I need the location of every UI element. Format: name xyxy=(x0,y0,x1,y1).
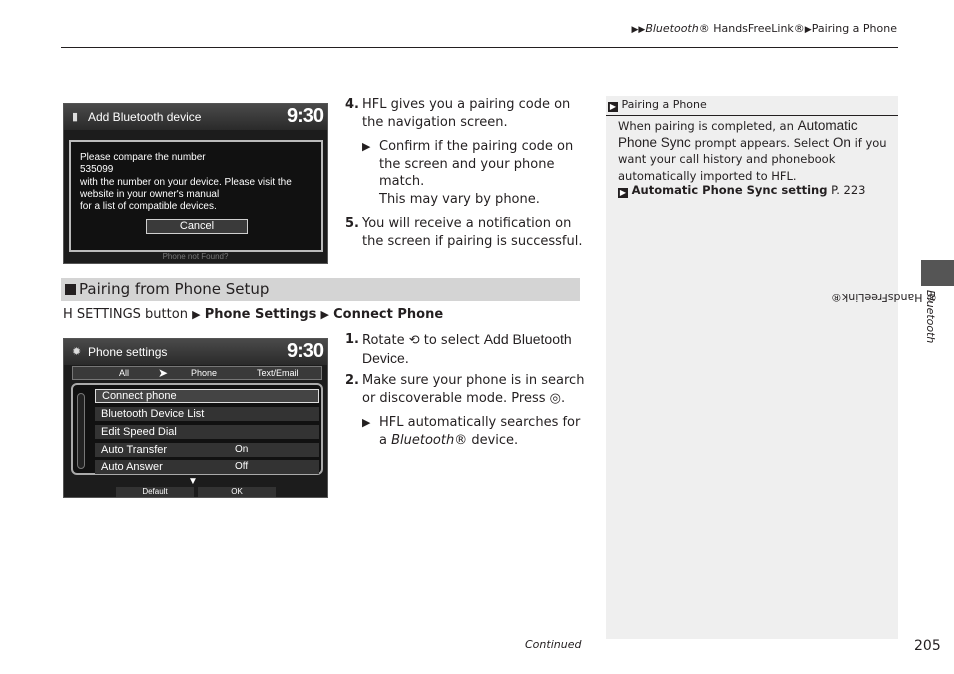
step-text: Make sure your phone is in search or discoverable mode. Press xyxy=(362,373,585,406)
breadcrumb-sep: ▶ xyxy=(804,25,812,35)
page-number: 205 xyxy=(914,638,941,654)
note-highlight: On xyxy=(832,134,851,150)
chapter-thumb-tab xyxy=(921,260,954,286)
chapter-vertical-label xyxy=(830,290,939,460)
step-4-substep xyxy=(362,138,577,208)
step-punct: . xyxy=(561,390,566,406)
rotate-knob-icon: ⟲ xyxy=(408,333,420,348)
substep-text: HFL automatically searches for a xyxy=(379,415,581,448)
screen-tabs xyxy=(72,366,322,380)
substep-note: This may vary by phone. xyxy=(379,191,540,207)
tab-phone: Phone xyxy=(191,368,218,378)
section-square-icon xyxy=(65,284,76,295)
breadcrumb-current: Pairing a Phone xyxy=(811,22,897,35)
substep-arrow: ▶ xyxy=(362,140,371,153)
tab-arrow-icon: ➤ xyxy=(158,366,169,380)
phone-icon: ▮ xyxy=(72,111,79,123)
dialog-line: Please compare the number xyxy=(80,152,206,163)
list-item-value: Off xyxy=(235,461,249,472)
step-text: HFL gives you a pairing code on the navigation screen. xyxy=(362,97,571,130)
reference-arrow-icon: ▶ xyxy=(619,188,627,197)
step-5 xyxy=(345,215,585,250)
home-icon: H xyxy=(63,307,73,322)
step-1 xyxy=(345,331,585,368)
list-item-label: Connect phone xyxy=(102,390,177,402)
cancel-button: Cancel xyxy=(146,219,248,234)
path-mid: Phone Settings xyxy=(204,307,317,322)
breadcrumb-bluetooth: Bluetooth xyxy=(645,22,699,35)
sidebar-heading-text: Pairing a Phone xyxy=(621,98,707,111)
dialog-line: for a list of compatible devices. xyxy=(80,201,217,212)
gear-icon: ✹ xyxy=(72,346,82,358)
list-item-connect-phone xyxy=(95,389,319,403)
step-2 xyxy=(345,372,585,407)
continued-label: Continued xyxy=(525,638,582,651)
breadcrumb xyxy=(631,22,897,35)
thumb-bluetooth: Bluetooth xyxy=(924,290,937,344)
list-item xyxy=(95,407,319,421)
dialog-line: 535099 xyxy=(80,164,114,175)
section-heading xyxy=(61,278,580,301)
phone-not-found: Phone not Found? xyxy=(162,252,229,261)
dialog-line: website in your owner's manual xyxy=(80,189,220,200)
sidebar-note-text xyxy=(618,118,894,184)
note-text: When pairing is completed, an xyxy=(618,119,794,133)
dialog-line: with the number on your device. Please visit the xyxy=(80,177,292,188)
list-item-label: Bluetooth Device List xyxy=(101,408,205,420)
chevron-down-icon: ▼ xyxy=(188,476,198,487)
substep-text: ® device. xyxy=(454,432,519,448)
tab-text-email: Text/Email xyxy=(257,368,299,378)
substep-arrow: ▶ xyxy=(362,416,371,429)
step-number: 1. xyxy=(345,332,359,347)
path-end: Connect Phone xyxy=(333,307,444,322)
screen-title: Phone settings xyxy=(88,345,168,359)
step-number: 2. xyxy=(345,373,359,388)
path-start: SETTINGS button xyxy=(76,307,188,322)
step-punct: . xyxy=(404,351,409,367)
list-item-label: Auto Answer xyxy=(101,461,163,473)
step-4 xyxy=(345,96,585,131)
phone-settings-screen-image xyxy=(63,338,328,498)
default-button: Default xyxy=(116,487,194,497)
step-target: Add Bluetooth Device xyxy=(362,331,572,366)
note-highlight: Automatic Phone Sync xyxy=(618,118,858,150)
list-item-value: On xyxy=(235,444,249,455)
substep-text: Confirm if the pairing code on the screen and your phone match. xyxy=(379,139,574,189)
screen-clock: 9:30 xyxy=(286,340,323,362)
menu-path xyxy=(63,307,443,322)
link-page: P. 223 xyxy=(831,183,866,197)
step-2-substep xyxy=(362,414,582,449)
step-text: You will receive a notification on the screen if pairing is successful. xyxy=(362,216,583,249)
list-item xyxy=(95,460,319,474)
breadcrumb-hfl: ® HandsFreeLink® xyxy=(698,22,805,35)
press-knob-icon: ◎ xyxy=(549,390,561,406)
header-rule xyxy=(61,47,898,48)
tab-all: All xyxy=(119,368,130,378)
list-item-label: Edit Speed Dial xyxy=(101,426,177,438)
add-bluetooth-screen-image xyxy=(63,103,328,264)
link-text: Automatic Phone Sync setting xyxy=(631,183,828,197)
list-item xyxy=(95,425,319,439)
note-text: prompt appears. Select xyxy=(694,135,830,150)
step-text: Rotate xyxy=(362,333,405,348)
breadcrumb-arrow: ▶▶ xyxy=(631,25,646,35)
note-text: if you want your call history and phonebook automatically imported to HFL. xyxy=(618,135,887,183)
screen-title: Add Bluetooth device xyxy=(88,110,202,124)
scrollbar xyxy=(77,393,85,469)
sidebar-heading xyxy=(606,96,898,116)
screen-clock: 9:30 xyxy=(286,105,323,127)
step-text: to select xyxy=(423,333,480,348)
settings-list xyxy=(71,383,323,475)
path-sep: ▶ xyxy=(320,308,329,321)
sidebar-note xyxy=(606,96,898,639)
step-number: 4. xyxy=(345,97,359,112)
list-item xyxy=(95,443,319,457)
step-number: 5. xyxy=(345,216,359,231)
section-title: Pairing from Phone Setup xyxy=(79,280,270,298)
list-item-label: Auto Transfer xyxy=(101,444,168,456)
path-sep: ▶ xyxy=(192,308,201,321)
ok-button: OK xyxy=(198,487,276,497)
substep-bluetooth: Bluetooth xyxy=(391,432,455,448)
reference-arrow-icon: ▶ xyxy=(609,102,617,111)
cross-reference-link[interactable] xyxy=(618,183,866,198)
thumb-hfl: ® HandsFreeLink® xyxy=(830,291,937,304)
